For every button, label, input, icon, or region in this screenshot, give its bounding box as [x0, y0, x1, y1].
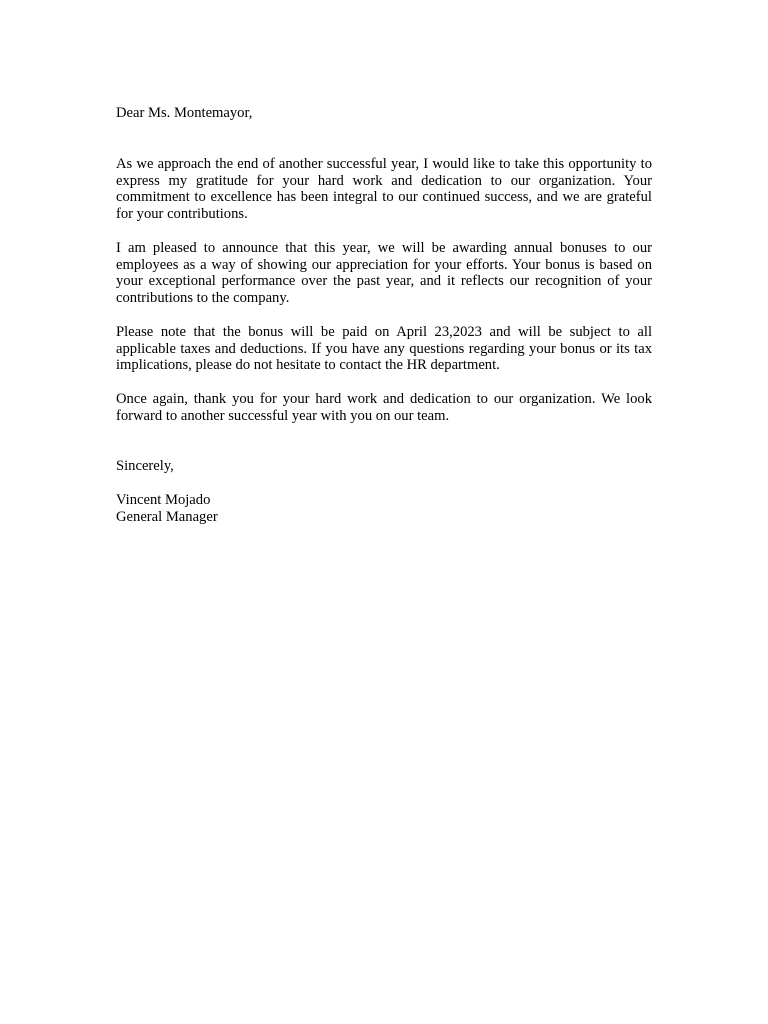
- letter-body: [116, 105, 652, 525]
- paragraph-bonus-announcement: I am pleased to announce that this year, we will be awarding annual bonuses to our employees as a way of showing our appreciation for your efforts. Your bonus is based on your exceptional performance over the past year, and it reflects our recognition of your contributions to the company.: [116, 239, 652, 307]
- paragraph-intro: As we approach the end of another successful year, I would like to take this opportunity to express my gratitude for your hard work and dedication to our organization. Your commitment to excellence has been integral to our continued success, and we are grateful for your contributions.: [116, 155, 652, 223]
- paragraph-thanks: Once again, thank you for your hard work and dedication to our organization. We look forward to another successful year with you on our team.: [116, 390, 652, 424]
- signer-title: General Manager: [116, 508, 218, 525]
- closing: Sincerely,: [116, 458, 174, 475]
- signer-name: Vincent Mojado: [116, 491, 211, 508]
- paragraph-payment-details: Please note that the bonus will be paid on April 23,2023 and will be subject to all applicable taxes and deductions. If you have any questions regarding your bonus or its tax implications, please do not hesitate to contact the HR department.: [116, 323, 652, 374]
- salutation: Dear Ms. Montemayor,: [116, 105, 253, 121]
